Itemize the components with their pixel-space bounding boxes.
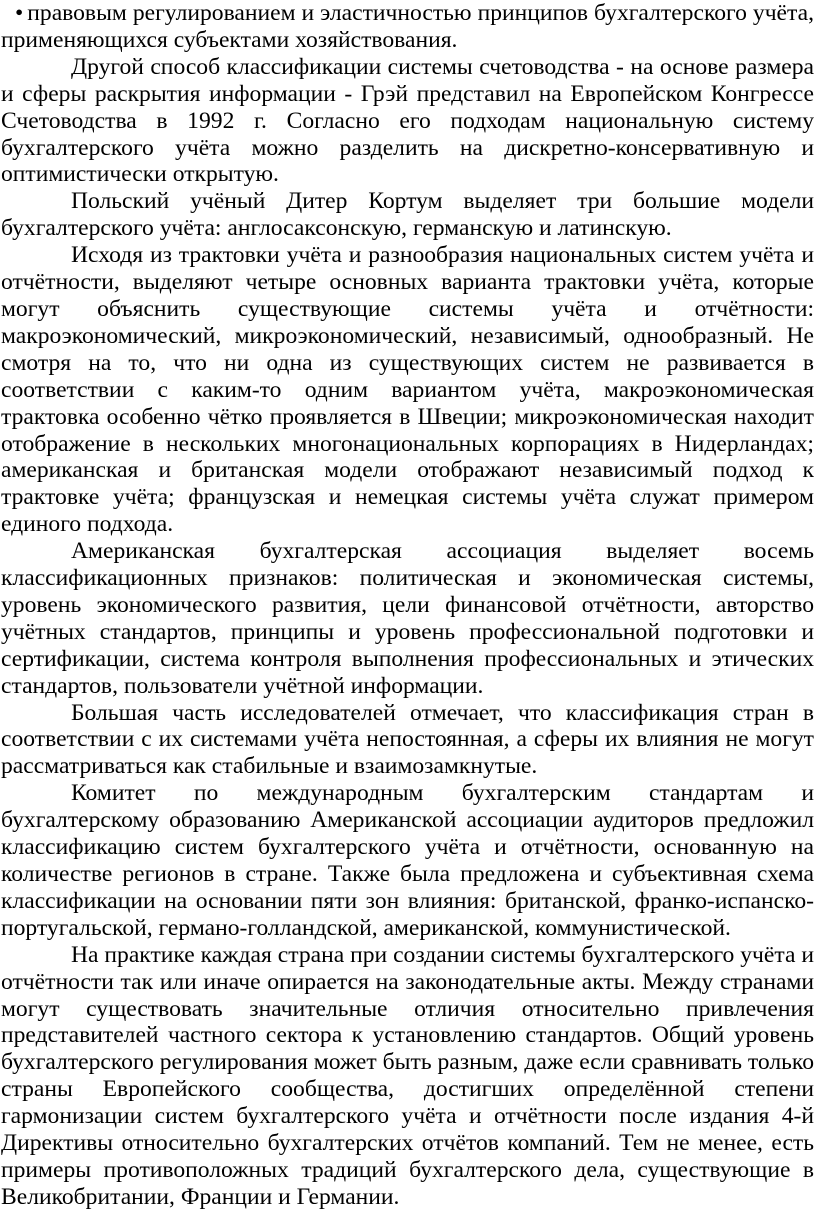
paragraph-kortum-models: Польский учёный Дитер Кортум выделяет три большие модели бухгалтерского учёта: англосаксонскую, германскую и латинскую. bbox=[1, 188, 814, 242]
bullet-icon: • bbox=[15, 0, 24, 26]
paragraph-researchers: Большая часть исследователей отмечает, что классификация стран в соответствии с их системами учёта непостоянная, а сферы их влияния не могут рассматриваться как стабильные и взаимозамкнутые. bbox=[1, 699, 814, 780]
bullet-paragraph bbox=[1, 0, 814, 54]
paragraph-committee: Комитет по международным бухгалтерским стандартам и бухгалтерскому образованию Американской ассоциации аудиторов предложил классификацию систем бухгалтерского учёта и отчётности, основанную на количестве регионов в стране. Также была предложена и субъективная схема классификации на основании пяти зон влияния: британской, франко-испанско-португальской, германо-голландской, американской, коммунистической. bbox=[1, 780, 814, 941]
paragraph-aaa-criteria: Американская бухгалтерская ассоциация выделяет восемь классификационных признаков: политическая и экономическая системы, уровень экономического развития, цели финансовой отчётности, авторство учётных стандартов, принципы и уровень профессиональной подготовки и сертификации, система контроля выполнения профессиональных и этических стандартов, пользователи учётной информации. bbox=[1, 538, 814, 699]
paragraph-four-variants: Исходя из трактовки учёта и разнообразия национальных систем учёта и отчётности, выделяют четыре основных варианта трактовки учёта, которые могут объяснить существующие системы учёта и отчётности: макроэкономический, микроэкономический, независимый, однообразный. Не смотря на то, что ни одна из существующих систем не развивается в соответствии с каким-то одним вариантом учёта, макроэкономическая трактовка особенно чётко проявляется в Швеции; микроэкономическая находит отображение в нескольких многонациональных корпорациях в Нидерландах; американская и британская модели отображают независимый подход к трактовке учёта; французская и немецкая системы учёта служат примером единого подхода. bbox=[1, 242, 814, 538]
paragraph-gray-classification: Другой способ классификации системы счетоводства - на основе размера и сферы раскрытия информации - Грэй представил на Европейском Конгрессе Счетоводства в 1992 г. Согласно его подходам национальную систему бухгалтерского учёта можно разделить на дискретно-консервативную и оптимистически открытую. bbox=[1, 53, 814, 188]
bullet-paragraph-text: правовым регулированием и эластичностью принципов бухгалтерского учёта, применяющихся субъектами хозяйствования. bbox=[1, 0, 814, 53]
paragraph-practice: На практике каждая страна при создании системы бухгалтерского учёта и отчётности так или иначе опирается на законодательные акты. Между странами могут существовать значительные отличия относительно привлечения представителей частного сектора к установлению стандартов. Общий уровень бухгалтерского регулирования может быть разным, даже если сравнивать только страны Европейского сообщества, достигших определённой степени гармонизации систем бухгалтерского учёта и отчётности после издания 4-й Директивы относительно бухгалтерских отчётов компаний. Тем не менее, есть примеры противоположных традиций бухгалтерского дела, существующие в Великобритании, Франции и Германии. bbox=[1, 941, 814, 1210]
